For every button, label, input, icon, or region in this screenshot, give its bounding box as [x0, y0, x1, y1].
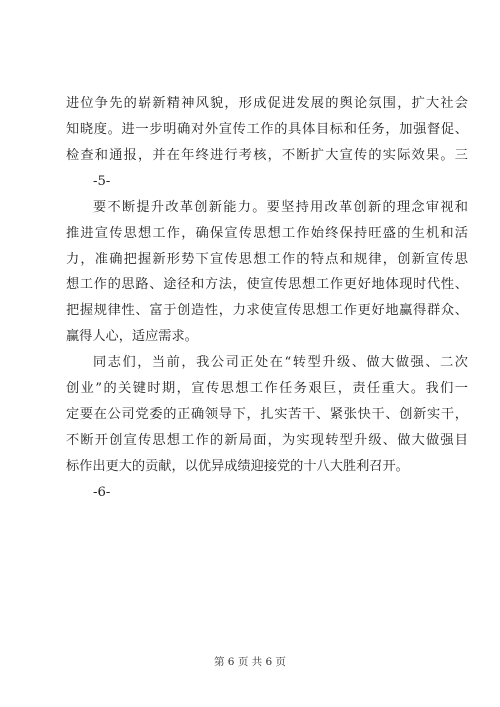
- body-line-2: 知晓度。进一步明确对外宣传工作的具体目标和任务，加强督促、: [66, 122, 468, 137]
- body-line-7: 力，准确把握新形势下宣传思想工作的特点和规律，创新宣传思: [66, 252, 468, 267]
- body-line-12: 创业”的关键时期，宣传思想工作任务艰巨，责任重大。我们一: [66, 381, 468, 396]
- body-line-13: 定要在公司党委的正确领导下，扎实苦干、紧张快干、创新实干，: [66, 407, 468, 422]
- page-marker-5: -5-: [93, 174, 111, 189]
- body-line-1: 进位争先的崭新精神风貌，形成促进发展的舆论氛围，扩大社会: [66, 96, 468, 111]
- body-line-15: 标作出更大的贡献，以优异成绩迎接党的十八大胜利召开。: [66, 459, 409, 474]
- body-line-6: 推进宣传思想工作，确保宣传思想工作始终保持旺盛的生机和活: [66, 226, 468, 241]
- page-marker-6: -6-: [93, 485, 111, 500]
- body-line-14: 不断开创宣传思想工作的新局面，为实现转型升级、做大做强目: [66, 433, 468, 448]
- body-line-9: 把握规律性、富于创造性，力求使宣传思想工作更好地赢得群众、: [66, 303, 468, 318]
- body-line-3: 检查和通报，并在年终进行考核，不断扩大宣传的实际效果。三: [66, 148, 468, 163]
- body-line-11: 同志们，当前，我公司正处在“转型升级、做大做强、二次: [93, 355, 468, 370]
- body-line-8: 想工作的思路、途径和方法，使宣传思想工作更好地体现时代性、: [66, 277, 468, 292]
- body-line-10: 赢得人心，适应需求。: [66, 329, 198, 344]
- body-line-5: 要不断提升改革创新能力。要坚持用改革创新的理念审视和: [93, 200, 468, 215]
- page-footer: 第 6 页 共 6 页: [213, 656, 287, 668]
